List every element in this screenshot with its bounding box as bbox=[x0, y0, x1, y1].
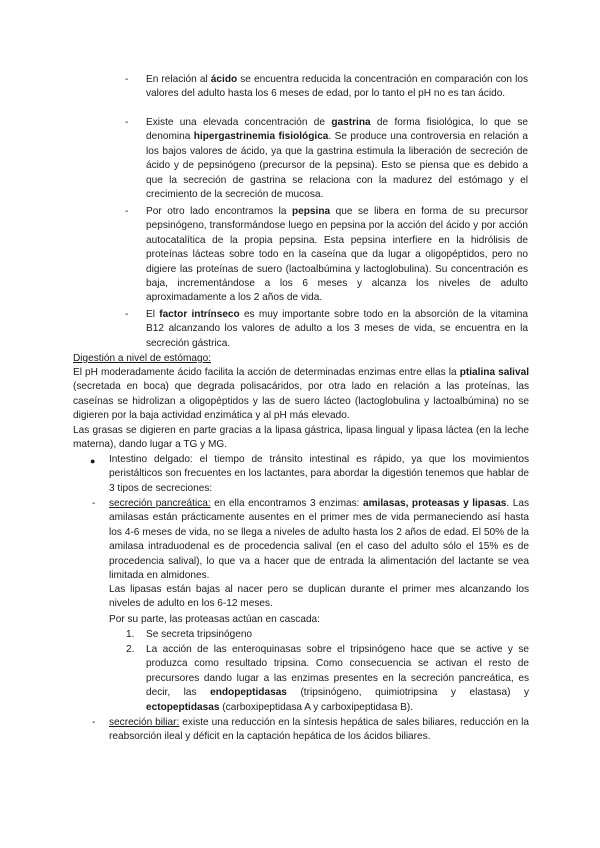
text-run: (tripsinógeno, quimiotripsina y elastasa) y bbox=[286, 687, 529, 699]
text-run: (carboxipeptidasa A y carboxipeptidasa B). bbox=[219, 701, 414, 713]
text-run: es muy importante sobre todo en la absorción de la vitamina B12 alcanzando los valores de adulto a los 3 meses de vida, se encuentra en la secreción gástrica. bbox=[146, 309, 528, 349]
bold-term: factor intrínseco bbox=[159, 309, 240, 320]
bullet-marker: - bbox=[92, 717, 96, 728]
text-run: en ella encontramos 3 enzimas: bbox=[210, 498, 363, 509]
text-run: El bbox=[146, 309, 160, 320]
bold-term: pepsina bbox=[291, 206, 331, 217]
bold-term: endopeptidasas bbox=[210, 687, 287, 699]
bullet-marker: - bbox=[125, 309, 129, 320]
text-run: Existe una elevada concentración de bbox=[146, 117, 332, 128]
list-number: 1. bbox=[126, 629, 135, 640]
paragraph-factor-intrinseco bbox=[146, 308, 528, 351]
paragraph-acido bbox=[146, 73, 528, 102]
paragraph-ph bbox=[73, 366, 529, 424]
text-run: (secretada en boca) que degrada polisacáridos, por otra lado en relación a las proteínas, las caseínas se hidrolizan a oligopéptidos y las de suero lácteo (lactoglobulina y lactoalbúmina) no se digieren por la baja actividad enzimática y al pH más elevado. bbox=[73, 381, 529, 422]
text-run: Intestino delgado: el tiempo de tránsito intestinal es rápido, ya que los movimientos peristálticos son frecuentes en los lactantes, para abordar la digestión tenemos que hablar de 3 tipos de secreciones: bbox=[109, 454, 529, 494]
bold-term: hipergastrinemia fisiológica bbox=[193, 131, 329, 143]
bold-term: amilasas, proteasas y lipasas bbox=[362, 498, 507, 509]
section-heading: Digestión a nivel de estómago: bbox=[73, 353, 212, 364]
text-run: Las grasas se digieren en parte gracias a la lipasa gástrica, lipasa lingual y lipasa láctea (en la leche materna), dando lugar a TG y MG. bbox=[73, 425, 529, 451]
bold-term: ptialina salival bbox=[459, 367, 529, 378]
text-run: En relación al bbox=[146, 74, 211, 85]
text-run: que se libera en forma de su precursor pepsinógeno, transformándose luego en pepsina por la acción del ácido y por acción autocatalítica de la propia pepsina. Esta pepsina interfiere en la hidrólisis de proteínas lácteas sobre todo en la caseína que da lugar a oligopéptidos, pero no digiere las proteínas de suero (lactoalbúmina y lactoglobulina). Su concentración es baja, incrementándose a los 6 meses y alcanza los niveles de adulto aproximadamente a los 2 años de vida. bbox=[146, 206, 528, 304]
paragraph-intestino bbox=[109, 453, 529, 496]
text-run: . Las amilasas están prácticamente ausentes en el primer mes de vida permaneciendo así hasta los 4-6 meses de vida, no se llega a niveles de adulto hasta los 2 años de edad. El 50% de la amilasa intraduodenal es de procedencia salival (en el caso del adulto sólo el 15% es de procedencia salival), lo que va a hacer que de entrada la alimentación del lactante se vea limitada en almidones. bbox=[109, 498, 529, 582]
bold-term: gastrina bbox=[331, 117, 371, 128]
paragraph-proteasas: Por su parte, las proteasas actúan en cascada: bbox=[109, 614, 320, 625]
paragraph-biliar bbox=[109, 716, 529, 745]
bullet-marker: - bbox=[125, 117, 129, 128]
text-run: se encuentra reducida la concentración en comparación con los valores del adulto hasta los 6 meses de edad, por lo tanto el pH no es tan ácido. bbox=[146, 74, 528, 100]
text-run: existe una reducción en la síntesis hepática de sales biliares, reducción en la reabsorción ileal y déficit en la captación hepática de los ácidos biliares. bbox=[109, 717, 529, 743]
underlined-term: secreción pancreática: bbox=[109, 498, 211, 509]
round-bullet-marker: ● bbox=[90, 456, 96, 466]
text-run: de forma fisiológica, lo que se denomina bbox=[146, 117, 529, 143]
underlined-term: secreción biliar: bbox=[109, 717, 180, 728]
numbered-item-1 bbox=[146, 628, 529, 642]
numbered-item-2 bbox=[146, 643, 529, 715]
text-run: El pH moderadamente ácido facilita la acción de determinadas enzimas entre ellas la bbox=[73, 367, 460, 378]
bold-term: ácido bbox=[210, 74, 238, 85]
bullet-marker: - bbox=[92, 498, 96, 509]
text-run: Se secreta tripsinógeno bbox=[146, 629, 253, 640]
text-run: Por otro lado encontramos la bbox=[146, 206, 292, 217]
text-run: . Se produce una controversia en relación a los bajos valores de ácido, ya que la gastrina estimula la liberación de secreción de ácido y de pepsinógeno (precursor de la pepsina). Esto se piensa que es debido a que la secreción de gastrina se relaciona con la madurez del estómago y el crecimiento de la secreción de mucosa. bbox=[146, 131, 528, 201]
paragraph-gastrina bbox=[146, 116, 528, 202]
list-number: 2. bbox=[126, 644, 135, 655]
paragraph-pancreatica bbox=[109, 497, 529, 583]
paragraph-pepsina bbox=[146, 205, 528, 306]
text-run: La acción de las enteroquinasas sobre el tripsinógeno hace que se active y se produzca como resultado tripsina. Como consecuencia se activan el resto de precursores dando lugar a las enzimas presentes en la secreción pancreática, es decir, las bbox=[146, 644, 529, 699]
paragraph-lipasas: Las lipasas están bajas al nacer pero se duplican durante el primer mes alcanzando los niveles de adulto en los 6-12 meses. bbox=[109, 584, 529, 610]
bullet-marker: - bbox=[125, 74, 129, 85]
bold-term: ectopeptidasas bbox=[146, 701, 220, 713]
bullet-marker: - bbox=[125, 206, 129, 217]
paragraph-grasas bbox=[73, 424, 529, 453]
